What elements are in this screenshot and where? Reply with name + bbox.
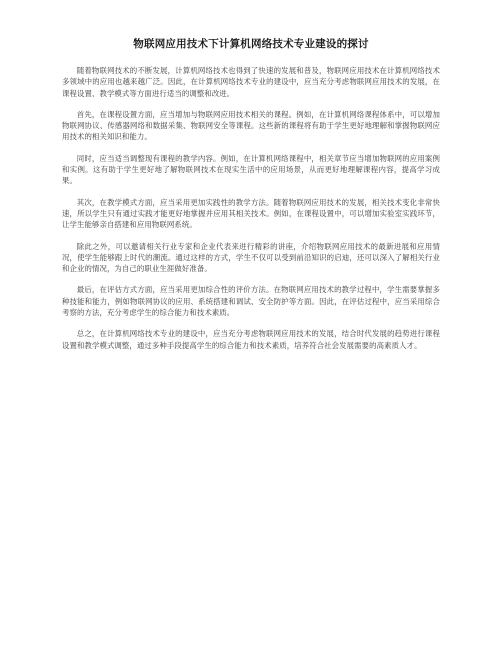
paragraph-5: 除此之外，可以邀请相关行业专家和企业代表来进行精彩的讲座，介绍物联网应用技术的最新进展和应用情况，使学生能够跟上时代的潮流。通过这样的方式，学生不仅可以受到前沿知识的启迪，还可以深入了解相关行业和企业的情况，为自己的职业生涯做好准备。 [62,241,440,274]
paragraph-1: 随着物联网技术的不断发展，计算机网络技术也得到了快速的发展和普及，物联网应用技术在计算机网络技术多领域中的应用也越来越广泛。因此，在计算机网络技术专业的建设中，应当充分考虑物联网应用技术的发展，在课程设置、教学模式等方面进行适当的调整和改进。 [62,66,440,98]
paragraph-6: 最后，在评估方式方面，应当采用更加综合性的评价方法。在物联网应用技术的教学过程中，学生需要掌握多种技能和能力，例如物联网协议的应用、系统搭建和调试、安全防护等方面。因此，在评估过程中，应当采用综合考察的方法，充分考虑学生的综合能力和技术素质。 [62,285,440,318]
paragraph-7: 总之，在计算机网络技术专业的建设中，应当充分考虑物联网应用技术的发展，结合时代发展的趋势进行课程设置和教学模式调整，通过多种手段提高学生的综合能力和技术素质，培养符合社会发展需要的高素质人才。 [62,329,440,350]
paragraph-2: 首先，在课程设置方面，应当增加与物联网应用技术相关的课程。例如，在计算机网络课程体系中，可以增加物联网协议、传感器网络和数据采集、物联网安全等课程。这些新的课程将有助于学生更好地理解和掌握物联网应用技术的相关知识和能力。 [62,109,440,142]
paragraph-3: 同时，应当适当调整现有课程的教学内容。例如，在计算机网络课程中，相关章节应当增加物联网的应用案例和实例。这有助于学生更好地了解物联网技术在现实生活中的应用场景，从而更好地理解课程内容，提高学习成果。 [62,153,440,186]
paragraph-4: 其次，在教学模式方面，应当采用更加实践性的教学方法。随着物联网应用技术的发展，相关技术变化非常快速，所以学生只有通过实践才能更好地掌握并应用其相关技术。例如，在课程设置中，可以增加实验室实践环节，让学生能够亲自搭建和应用物联网系统。 [62,197,440,230]
document-title: 物联网应用技术下计算机网络技术专业建设的探讨 [133,38,369,50]
